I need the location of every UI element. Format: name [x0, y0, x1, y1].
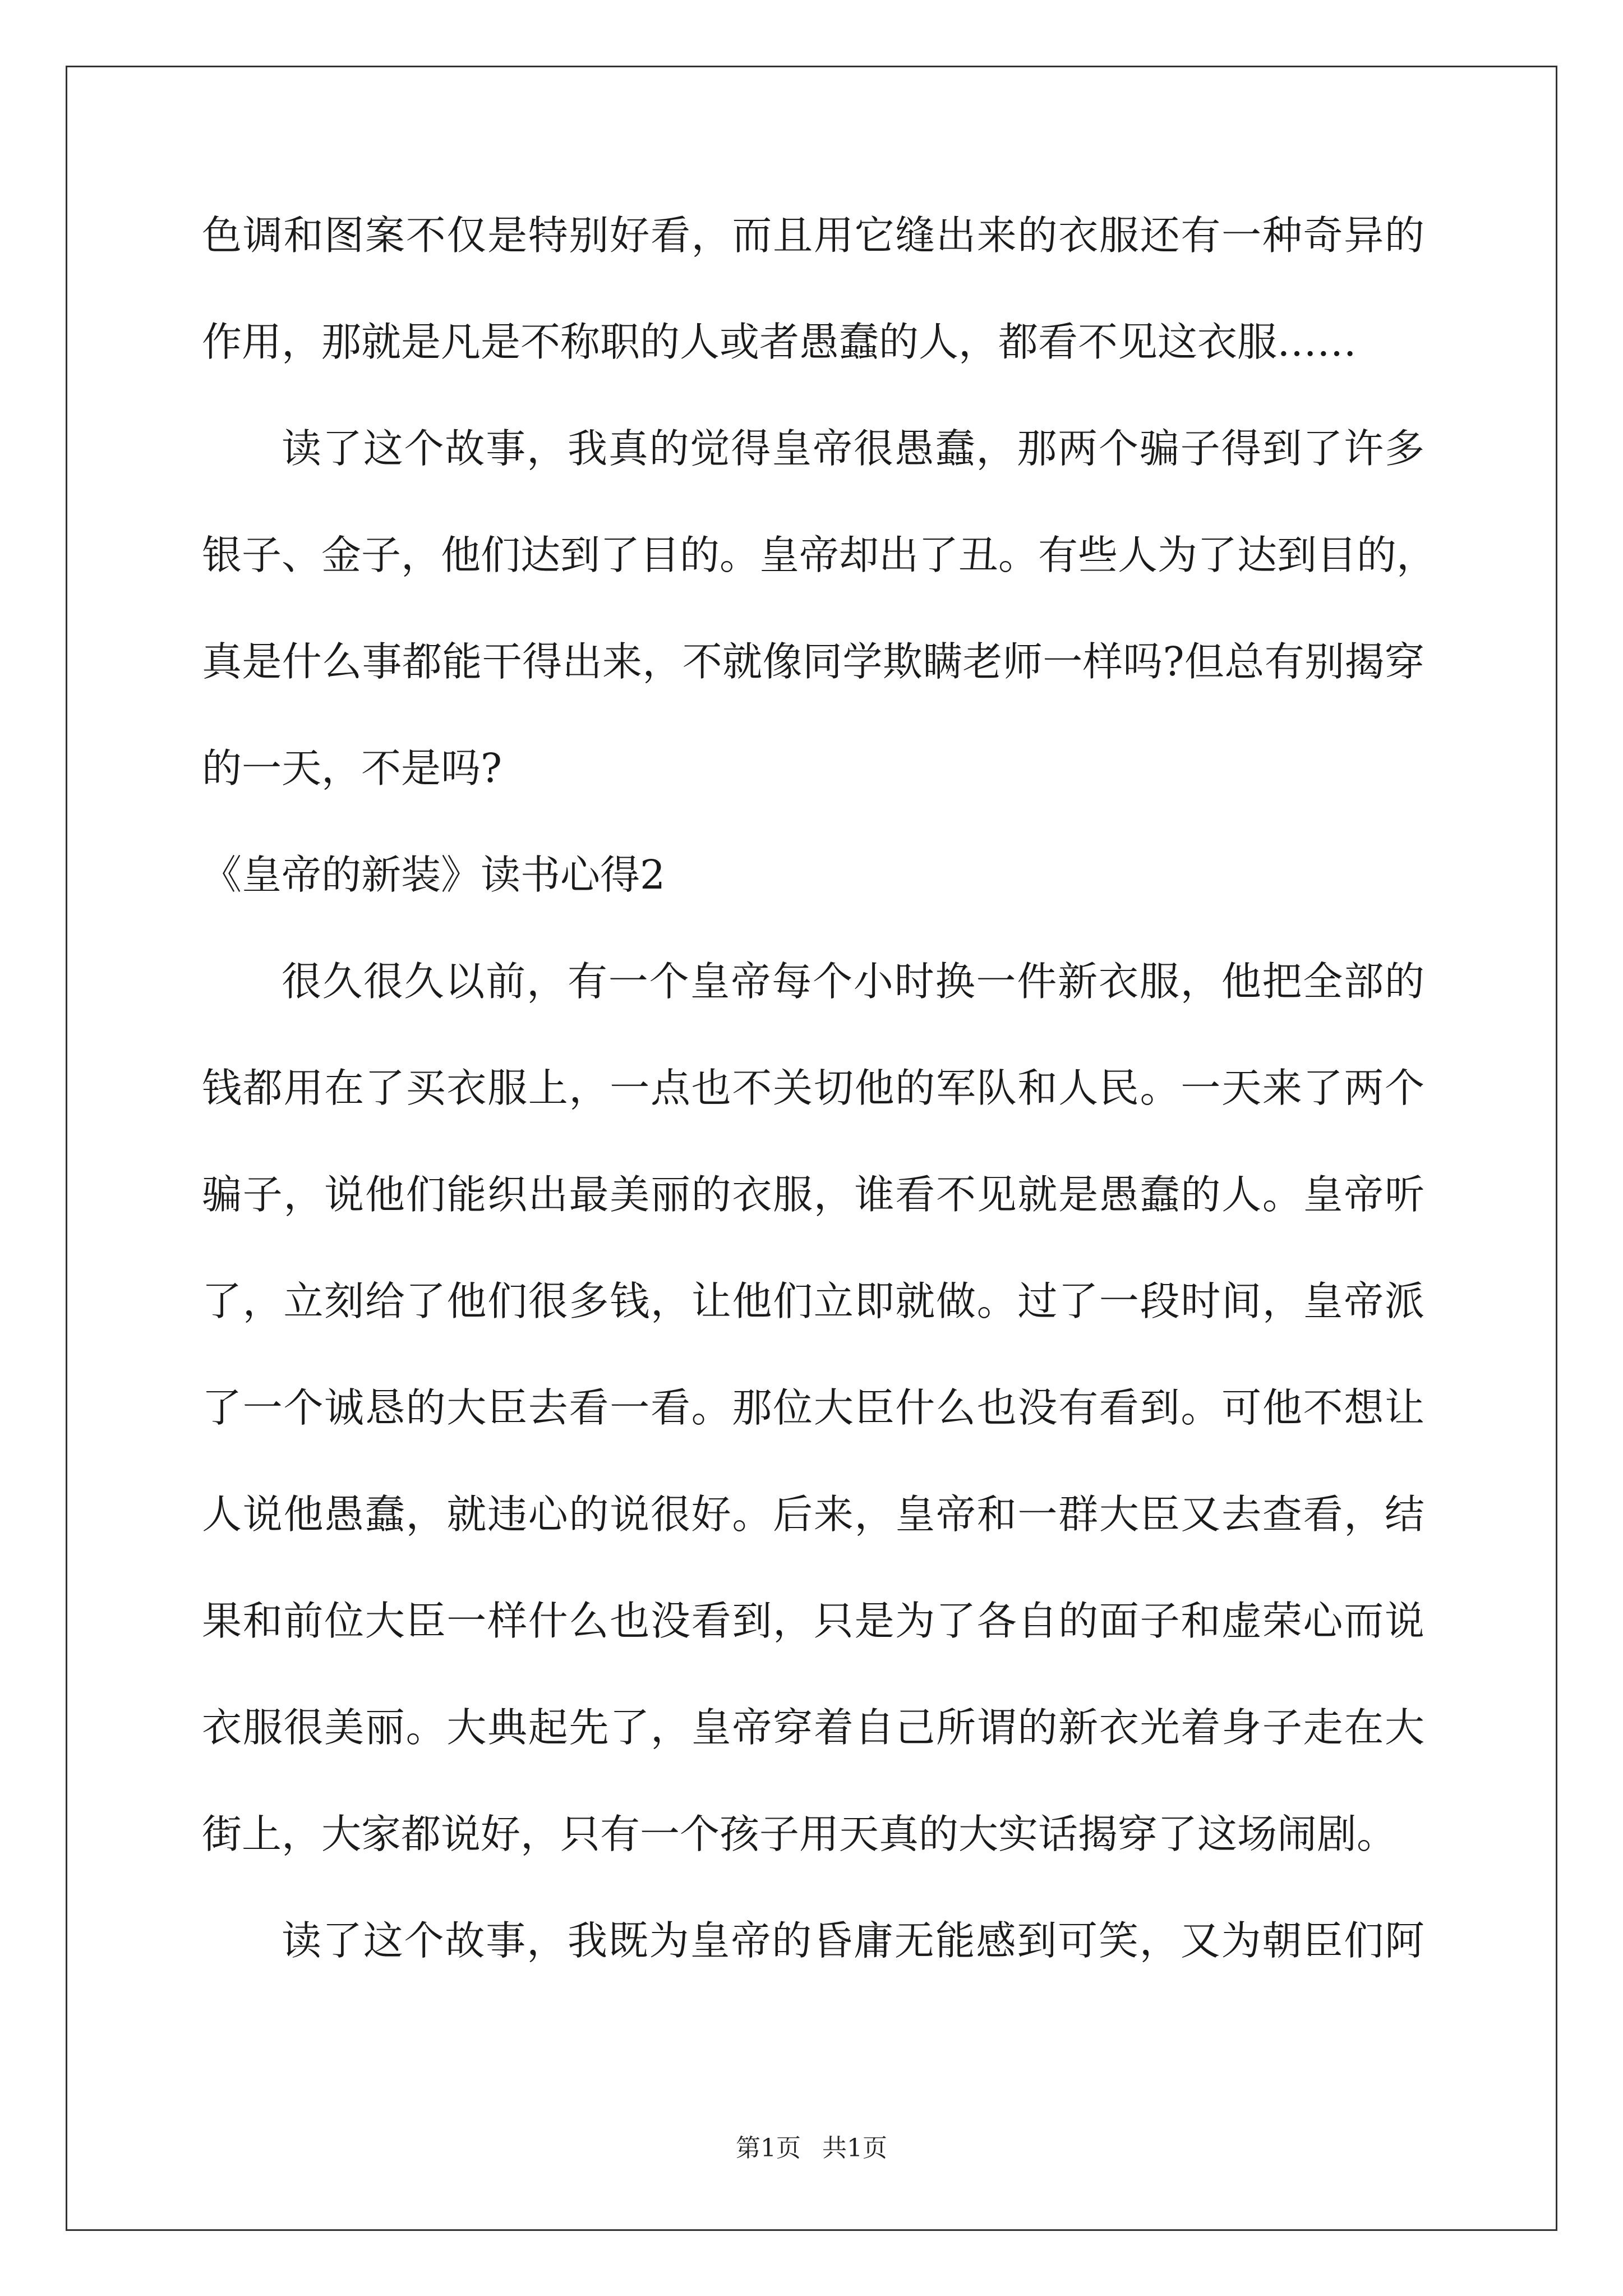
- text-line: 果和前位大臣一样什么也没看到，只是为了各自的面子和虚荣心而说: [202, 1598, 1424, 1644]
- text-line: 银子、金子，他们达到了目的。皇帝却出了丑。有些人为了达到目的，: [202, 532, 1437, 578]
- text-line: 衣服很美丽。大典起先了，皇帝穿着自己所谓的新衣光着身子走在大: [202, 1704, 1424, 1751]
- section-heading: 《皇帝的新装》读书心得2: [202, 852, 666, 898]
- page-footer: [0, 2132, 1623, 2165]
- paragraph-start-line: 读了这个故事，我真的觉得皇帝很愚蠢，那两个骗子得到了许多: [282, 425, 1424, 472]
- text-line: 了，立刻给了他们很多钱，让他们立即就做。过了一段时间，皇帝派: [202, 1278, 1424, 1324]
- text-line: 的一天，不是吗?: [202, 745, 502, 792]
- text-line: 人说他愚蠢，就违心的说很好。后来，皇帝和一群大臣又去查看，结: [202, 1491, 1424, 1538]
- page-border: [66, 66, 1557, 2231]
- text-line: 钱都用在了买衣服上，一点也不关切他的军队和人民。一天来了两个: [202, 1065, 1424, 1111]
- text-line: 了一个诚恳的大臣去看一看。那位大臣什么也没有看到。可他不想让: [202, 1384, 1424, 1431]
- paragraph-start-line: 很久很久以前，有一个皇帝每个小时换一件新衣服，他把全部的: [282, 958, 1424, 1005]
- text-line: 真是什么事都能干得出来，不就像同学欺瞒老师一样吗?但总有别揭穿: [202, 638, 1424, 685]
- text-line: 街上，大家都说好，只有一个孩子用天真的大实话揭穿了这场闹剧。: [202, 1811, 1397, 1857]
- page-number-current: 第1页: [736, 2134, 801, 2162]
- paragraph-start-line: 读了这个故事，我既为皇帝的昏庸无能感到可笑，又为朝臣们阿: [282, 1917, 1424, 1964]
- text-line: 骗子，说他们能织出最美丽的衣服，谁看不见就是愚蠢的人。皇帝听: [202, 1171, 1424, 1218]
- page-number-total: 共1页: [822, 2134, 887, 2162]
- text-line: 作用，那就是凡是不称职的人或者愚蠢的人，都看不见这衣服……: [202, 319, 1357, 365]
- text-line: 色调和图案不仅是特别好看，而且用它缝出来的衣服还有一种奇异的: [202, 212, 1424, 259]
